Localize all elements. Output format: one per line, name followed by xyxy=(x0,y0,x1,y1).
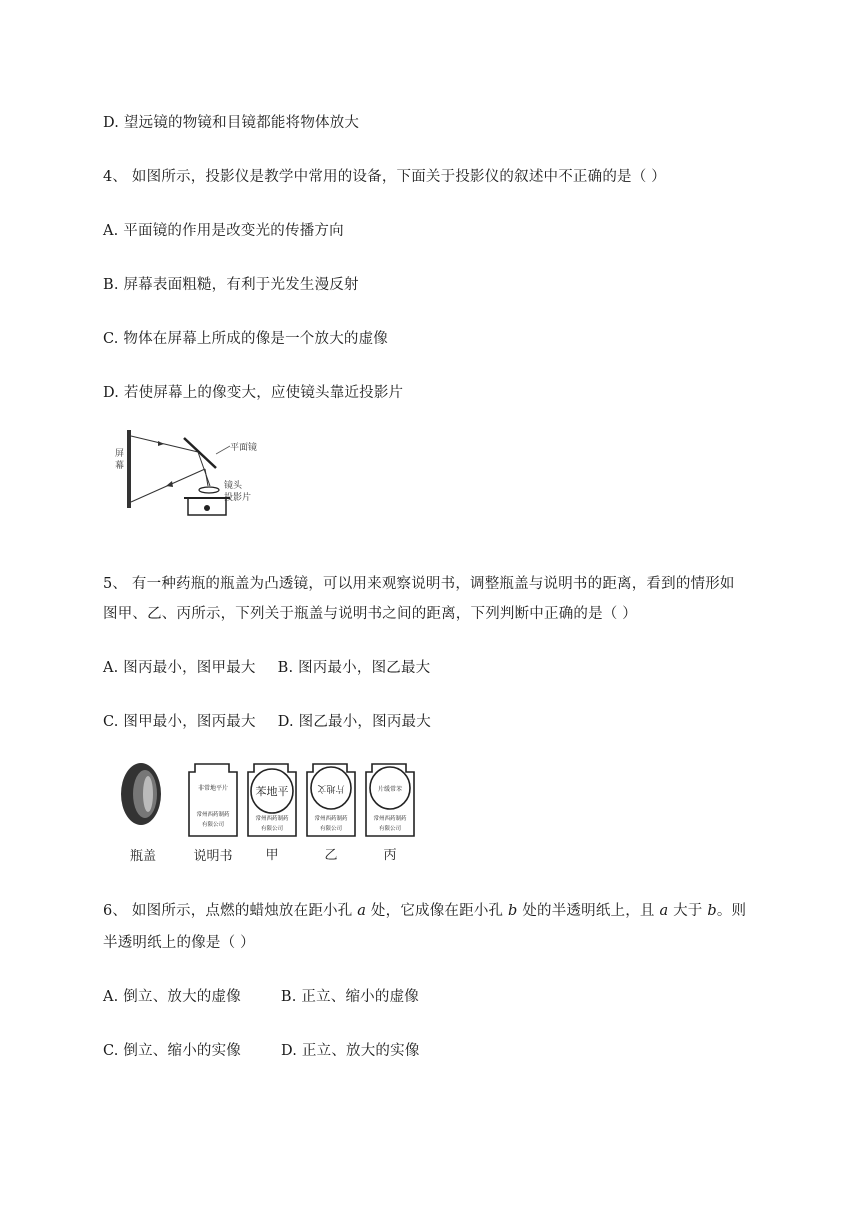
card-yi xyxy=(307,764,355,836)
svg-text:常州西药制药: 常州西药制药 xyxy=(314,816,348,822)
q5-option-b: B. 图丙最小，图乙最大 xyxy=(277,660,431,676)
svg-text:苯地平: 苯地平 xyxy=(255,785,289,798)
var-a-2: a xyxy=(659,903,669,919)
label-bing: 丙 xyxy=(383,848,397,863)
q6-options-cd xyxy=(103,1039,420,1060)
lens-label: 镜头 xyxy=(224,481,243,491)
card-bing xyxy=(366,764,414,836)
q4-option-d: D. 若使屏幕上的像变大，应使镜头靠近投影片 xyxy=(103,385,404,401)
svg-text:常州西药制药: 常州西药制药 xyxy=(373,816,407,822)
svg-text:片缓常苯: 片缓常苯 xyxy=(377,786,403,793)
mirror-leader xyxy=(216,446,230,454)
q4-stem: 4、 如图所示，投影仪是教学中常用的设备，下面关于投影仪的叙述中不正确的是（ ） xyxy=(103,169,666,185)
projector-figure xyxy=(112,424,272,516)
card-jia xyxy=(248,764,296,836)
bottle-cap-diagram xyxy=(115,758,425,866)
svg-text:有限公司: 有限公司 xyxy=(378,826,402,832)
label-yi: 乙 xyxy=(324,848,338,863)
q5-stem-line2: 图甲、乙、丙所示，下列关于瓶盖与说明书之间的距离，下列判断中正确的是（ ） xyxy=(103,606,638,622)
mirror-label: 平面镜 xyxy=(230,443,258,453)
svg-text:常州西药制药: 常州西药制药 xyxy=(196,812,230,818)
lamp-icon xyxy=(204,505,210,511)
screen-shape xyxy=(127,430,131,508)
ray-mirror-down-2 xyxy=(205,469,208,486)
q6-option-d: D. 正立、放大的实像 xyxy=(281,1043,420,1059)
label-instruction: 说明书 xyxy=(193,849,233,864)
label-bottle-cap: 瓶盖 xyxy=(129,849,157,864)
q6-option-b: B. 正立、缩小的虚像 xyxy=(280,989,419,1005)
q4-option-c: C. 物体在屏幕上所成的像是一个放大的虚像 xyxy=(103,331,388,347)
bottle-cap-figure xyxy=(115,758,425,866)
instruction-card xyxy=(189,764,237,836)
q3-option-d: D. 望远镜的物镜和目镜都能将物体放大 xyxy=(103,115,360,131)
slide-label: 投影片 xyxy=(224,493,252,503)
q6-stem-line1: 6、 如图所示，点燃的蜡烛放在距小孔 a 处，它成像在距小孔 b 处的半透明纸上，且 a 大于 b。则 xyxy=(103,903,747,919)
q5-option-c: C. 图甲最小，图丙最大 xyxy=(103,714,256,730)
svg-text:片地文: 片地文 xyxy=(317,783,345,793)
q5-option-a: A. 图丙最小，图甲最大 xyxy=(103,660,256,676)
q6-option-a: A. 倒立、放大的虚像 xyxy=(103,989,241,1005)
svg-text:有限公司: 有限公司 xyxy=(260,826,284,832)
var-b-2: b xyxy=(707,903,717,919)
bottle-cap-glint xyxy=(143,776,153,812)
q4-option-a: A. 平面镜的作用是改变光的传播方向 xyxy=(103,223,344,239)
label-jia: 甲 xyxy=(265,848,279,863)
screen-label-2: 幕 xyxy=(115,461,125,471)
q5-options-cd xyxy=(103,710,431,731)
q5-options-ab xyxy=(103,656,430,677)
q6-stem-line2: 半透明纸上的像是（ ） xyxy=(103,935,255,951)
svg-text:常州西药制药: 常州西药制药 xyxy=(255,816,289,822)
projector-diagram xyxy=(112,424,272,516)
q6-options-ab xyxy=(103,985,419,1006)
q6-option-c: C. 倒立、缩小的实像 xyxy=(103,1043,241,1059)
lens-shape xyxy=(199,487,219,493)
svg-text:有限公司: 有限公司 xyxy=(319,826,343,832)
svg-text:非常地平片: 非常地平片 xyxy=(197,785,229,792)
q5-option-d: D. 图乙最小，图丙最大 xyxy=(277,714,431,730)
screen-label-1: 屏 xyxy=(115,449,125,459)
svg-text:有限公司: 有限公司 xyxy=(201,822,225,828)
q5-stem-line1: 5、 有一种药瓶的瓶盖为凸透镜，可以用来观察说明书，调整瓶盖与说明书的距离，看到的情形如 xyxy=(103,576,735,592)
mirror-shape xyxy=(184,438,216,468)
q4-option-b: B. 屏幕表面粗糙，有利于光发生漫反射 xyxy=(103,277,359,293)
ray-arrow-bottom xyxy=(166,481,173,487)
ray-top xyxy=(131,436,198,452)
var-b: b xyxy=(508,903,518,919)
var-a: a xyxy=(357,903,367,919)
